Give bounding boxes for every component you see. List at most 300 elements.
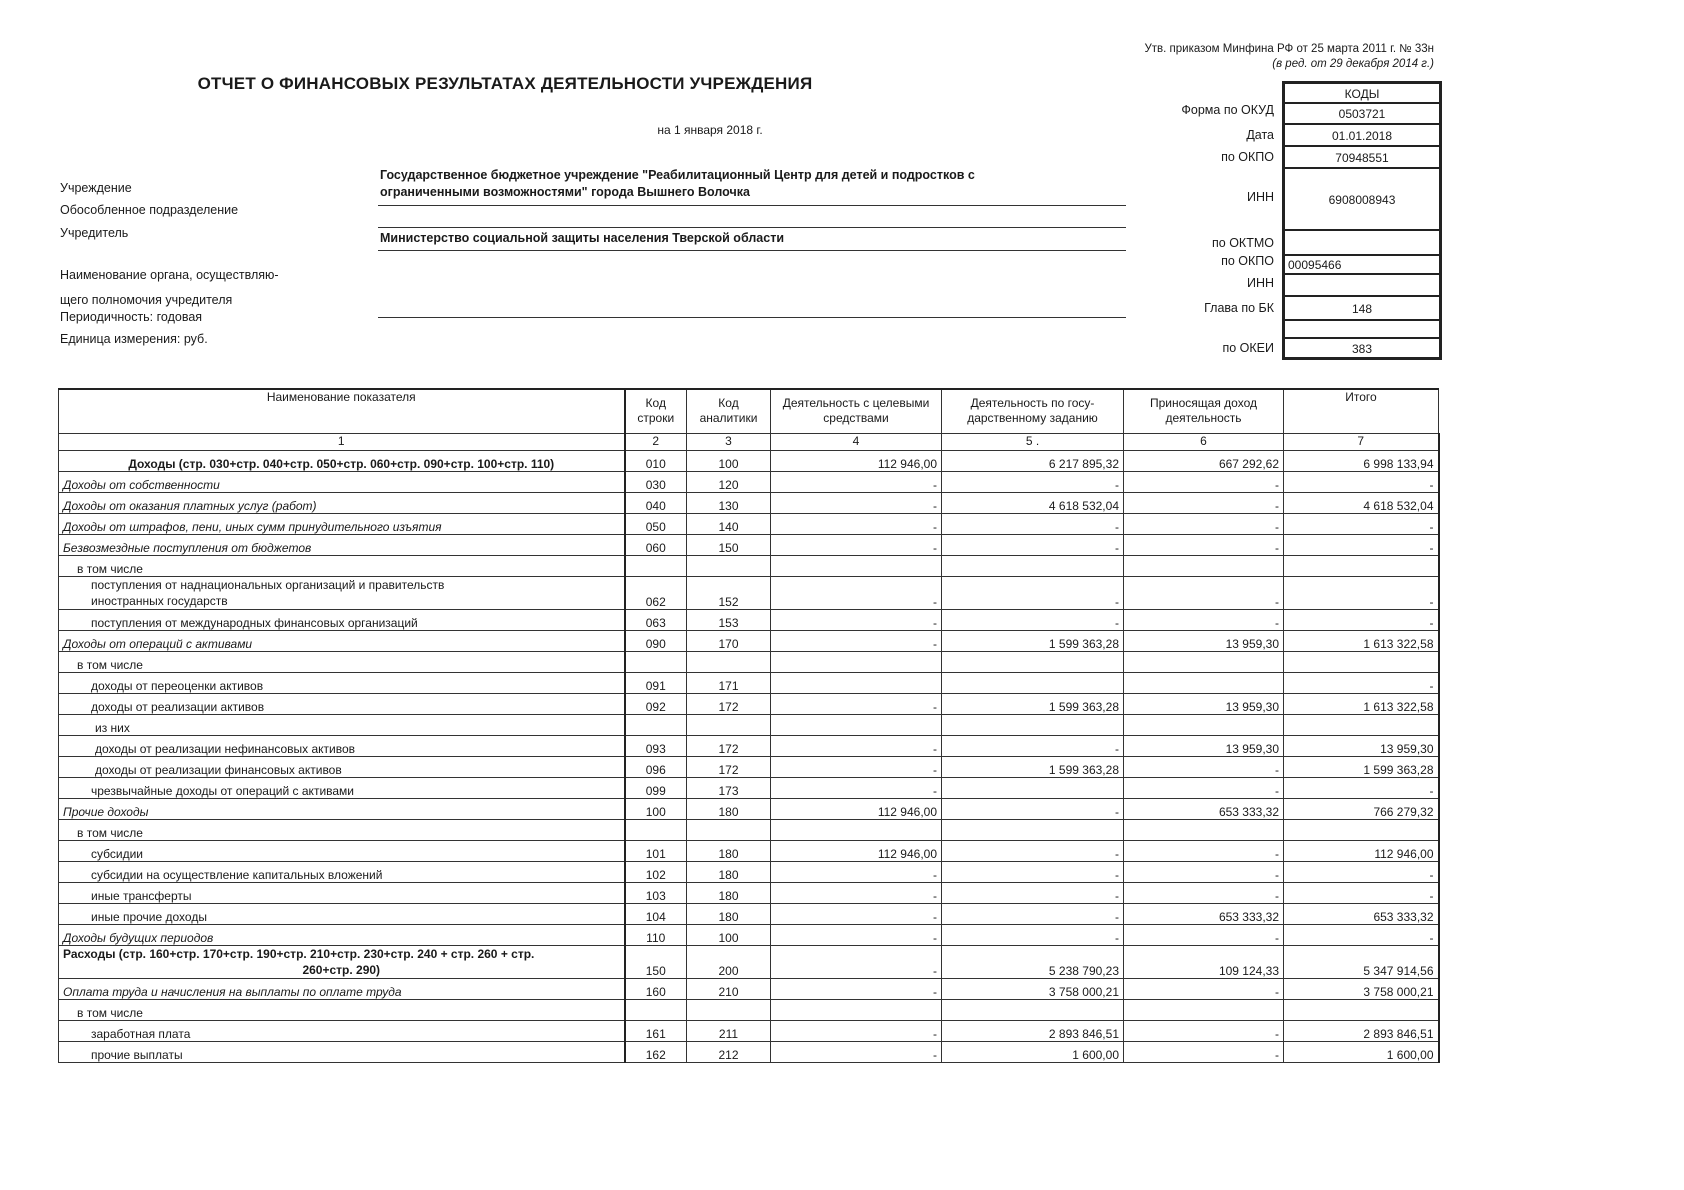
row-total — [1284, 714, 1439, 735]
codes-header: КОДЫ — [1284, 83, 1440, 103]
row-total: - — [1284, 882, 1439, 903]
row-state-assignment — [942, 672, 1124, 693]
blank-code-value — [1284, 320, 1440, 338]
label-authority-2: щего полномочия учредителя — [60, 293, 233, 307]
row-analytics-code: 152 — [687, 576, 771, 609]
row-state-assignment: 2 893 846,51 — [942, 1020, 1124, 1041]
row-total: 3 758 000,21 — [1284, 978, 1439, 999]
institution-name — [380, 167, 975, 201]
authority-underline — [378, 317, 1126, 318]
row-state-assignment: - — [942, 576, 1124, 609]
row-income-activity: 667 292,62 — [1124, 450, 1284, 471]
row-name — [59, 903, 625, 924]
row-target-funds: - — [771, 903, 942, 924]
row-name — [59, 924, 625, 945]
row-analytics-code: 211 — [687, 1020, 771, 1041]
row-state-assignment: - — [942, 924, 1124, 945]
row-income-activity: 13 959,30 — [1124, 735, 1284, 756]
row-target-funds: 112 946,00 — [771, 798, 942, 819]
row-analytics-code: 172 — [687, 693, 771, 714]
row-state-assignment: 1 600,00 — [942, 1041, 1124, 1062]
inn2-value — [1284, 274, 1440, 296]
row-total: - — [1284, 672, 1439, 693]
row-analytics-code: 200 — [687, 945, 771, 978]
row-name-line-1: заработная плата — [91, 1026, 191, 1041]
row-name-line-1: Доходы от собственности — [63, 477, 220, 492]
table-row — [59, 1020, 1439, 1041]
row-line-code — [625, 555, 687, 576]
row-target-funds: - — [771, 513, 942, 534]
row-analytics-code: 172 — [687, 735, 771, 756]
row-line-code: 060 — [625, 534, 687, 555]
row-state-assignment — [942, 714, 1124, 735]
row-name — [59, 471, 625, 492]
row-total: 6 998 133,94 — [1284, 450, 1439, 471]
row-total: 653 333,32 — [1284, 903, 1439, 924]
row-state-assignment: - — [942, 534, 1124, 555]
row-state-assignment — [942, 651, 1124, 672]
row-target-funds: - — [771, 609, 942, 630]
row-line-code: 150 — [625, 945, 687, 978]
row-income-activity — [1124, 714, 1284, 735]
okud-label: Форма по ОКУД — [1181, 103, 1274, 117]
row-line-code: 030 — [625, 471, 687, 492]
row-income-activity: 13 959,30 — [1124, 693, 1284, 714]
row-name-line-1: Оплата труда и начисления на выплаты по оплате труда — [63, 984, 402, 999]
row-line-code: 101 — [625, 840, 687, 861]
table-row — [59, 534, 1439, 555]
row-name-line-1: Доходы будущих периодов — [63, 930, 214, 945]
row-name — [59, 492, 625, 513]
row-line-code: 063 — [625, 609, 687, 630]
row-analytics-code: 100 — [687, 450, 771, 471]
row-target-funds: - — [771, 492, 942, 513]
row-analytics-code: 150 — [687, 534, 771, 555]
row-state-assignment: - — [942, 513, 1124, 534]
row-name — [59, 945, 625, 978]
row-income-activity: 653 333,32 — [1124, 798, 1284, 819]
row-state-assignment: - — [942, 471, 1124, 492]
row-target-funds — [771, 819, 942, 840]
row-line-code: 040 — [625, 492, 687, 513]
header-line-code: Код строки — [625, 389, 687, 433]
row-line-code: 010 — [625, 450, 687, 471]
inn2-label: ИНН — [1246, 276, 1274, 290]
row-income-activity: - — [1124, 513, 1284, 534]
row-target-funds — [771, 999, 942, 1020]
row-name — [59, 1041, 625, 1062]
row-name — [59, 978, 625, 999]
row-income-activity — [1124, 555, 1284, 576]
table-row — [59, 798, 1439, 819]
row-name-line-1: в том числе — [77, 657, 143, 672]
row-name-line-1: субсидии на осуществление капитальных вложений — [91, 867, 383, 882]
table-row — [59, 471, 1439, 492]
col-number-3: 3 — [687, 433, 771, 450]
row-analytics-code: 180 — [687, 903, 771, 924]
row-name-line-1: доходы от реализации финансовых активов — [95, 762, 342, 777]
row-income-activity: - — [1124, 756, 1284, 777]
row-income-activity: - — [1124, 576, 1284, 609]
row-line-code — [625, 819, 687, 840]
row-line-code: 090 — [625, 630, 687, 651]
col-number-6: 6 — [1124, 433, 1284, 450]
row-state-assignment: - — [942, 735, 1124, 756]
founder-underline — [378, 250, 1126, 251]
row-analytics-code: 212 — [687, 1041, 771, 1062]
table-row — [59, 714, 1439, 735]
founder-name: Министерство социальной защиты населения Тверской области — [380, 231, 785, 245]
label-institution: Учреждение — [60, 181, 132, 195]
row-name-line-1: субсидии — [91, 846, 143, 861]
glava-label: Глава по БК — [1204, 301, 1274, 315]
okpo-value: 70948551 — [1284, 146, 1440, 168]
row-analytics-code: 172 — [687, 756, 771, 777]
date-value: 01.01.2018 — [1284, 124, 1440, 146]
row-analytics-code: 180 — [687, 861, 771, 882]
financial-results-table — [58, 388, 1440, 1063]
row-line-code: 062 — [625, 576, 687, 609]
row-target-funds: - — [771, 945, 942, 978]
row-analytics-code: 180 — [687, 882, 771, 903]
row-income-activity: - — [1124, 978, 1284, 999]
table-row — [59, 513, 1439, 534]
row-target-funds: - — [771, 861, 942, 882]
table-row — [59, 450, 1439, 471]
row-name-line-1: в том числе — [77, 561, 143, 576]
row-name-line-1: прочие выплаты — [91, 1047, 183, 1062]
okpo-label: по ОКПО — [1221, 150, 1274, 164]
row-line-code: 100 — [625, 798, 687, 819]
row-name — [59, 999, 625, 1020]
label-periodicity: Периодичность: годовая — [60, 310, 203, 324]
row-income-activity: 13 959,30 — [1124, 630, 1284, 651]
row-income-activity: - — [1124, 777, 1284, 798]
col-number-1: 1 — [59, 433, 625, 450]
table-row — [59, 978, 1439, 999]
row-total — [1284, 999, 1439, 1020]
row-name — [59, 450, 625, 471]
row-analytics-code: 210 — [687, 978, 771, 999]
row-analytics-code: 171 — [687, 672, 771, 693]
inn-value: 6908008943 — [1284, 168, 1440, 230]
row-state-assignment: - — [942, 609, 1124, 630]
row-state-assignment — [942, 999, 1124, 1020]
row-analytics-code: 100 — [687, 924, 771, 945]
header-analytics-code: Код аналитики — [687, 389, 771, 433]
table-row — [59, 840, 1439, 861]
row-name — [59, 819, 625, 840]
row-name — [59, 576, 625, 609]
header-target-funds: Деятельность с целевыми средствами — [771, 389, 942, 433]
row-name-line-1: Доходы от штрафов, пени, иных сумм принудительного изъятия — [63, 519, 442, 534]
row-name-line-1: Расходы (стр. 160+стр. 170+стр. 190+стр. 210+стр. 230+стр. 240 + стр. 260 + стр. — [63, 946, 535, 961]
row-total — [1284, 555, 1439, 576]
row-total: 4 618 532,04 — [1284, 492, 1439, 513]
label-authority-1: Наименование органа, осуществляю- — [60, 268, 279, 282]
row-line-code: 099 — [625, 777, 687, 798]
row-name — [59, 882, 625, 903]
row-name-line-1: поступления от международных финансовых организаций — [91, 615, 418, 630]
row-income-activity: - — [1124, 882, 1284, 903]
row-target-funds: - — [771, 978, 942, 999]
col-number-5: 5 . — [942, 433, 1124, 450]
row-name — [59, 735, 625, 756]
row-line-code — [625, 651, 687, 672]
approval-line-2: (в ред. от 29 декабря 2014 г.) — [1272, 58, 1434, 70]
row-name-line-1: иные трансферты — [91, 888, 192, 903]
row-target-funds: 112 946,00 — [771, 840, 942, 861]
label-founder: Учредитель — [60, 226, 129, 240]
okpo2-label: по ОКПО — [1221, 254, 1274, 268]
row-income-activity: - — [1124, 840, 1284, 861]
okpo2-value: 00095466 — [1284, 255, 1440, 274]
row-name-line-1: поступления от наднациональных организаций и правительств — [91, 577, 445, 592]
row-total: 1 599 363,28 — [1284, 756, 1439, 777]
row-target-funds: - — [771, 777, 942, 798]
row-income-activity: - — [1124, 534, 1284, 555]
table-row — [59, 651, 1439, 672]
row-name-line-1: в том числе — [77, 825, 143, 840]
row-name — [59, 861, 625, 882]
table-row — [59, 672, 1439, 693]
row-line-code: 110 — [625, 924, 687, 945]
row-name — [59, 513, 625, 534]
institution-name-line-2: ограниченными возможностями" города Вышнего Волочка — [380, 185, 750, 199]
table-row — [59, 882, 1439, 903]
row-line-code: 092 — [625, 693, 687, 714]
row-name — [59, 777, 625, 798]
row-line-code: 093 — [625, 735, 687, 756]
date-label: Дата — [1246, 128, 1274, 142]
row-total: 1 600,00 — [1284, 1041, 1439, 1062]
row-analytics-code: 180 — [687, 840, 771, 861]
row-analytics-code: 140 — [687, 513, 771, 534]
row-target-funds — [771, 651, 942, 672]
row-target-funds — [771, 714, 942, 735]
row-income-activity: - — [1124, 1020, 1284, 1041]
row-target-funds: - — [771, 630, 942, 651]
row-target-funds — [771, 672, 942, 693]
row-total: - — [1284, 861, 1439, 882]
row-state-assignment: - — [942, 861, 1124, 882]
row-target-funds: - — [771, 534, 942, 555]
row-state-assignment — [942, 777, 1124, 798]
row-state-assignment: 1 599 363,28 — [942, 756, 1124, 777]
header-total: Итого — [1284, 389, 1439, 433]
row-analytics-code — [687, 651, 771, 672]
row-analytics-code: 120 — [687, 471, 771, 492]
row-income-activity: - — [1124, 471, 1284, 492]
table-row — [59, 756, 1439, 777]
row-line-code: 050 — [625, 513, 687, 534]
oktmo-value — [1284, 230, 1440, 255]
table-row — [59, 555, 1439, 576]
row-name-line-1: из них — [95, 720, 130, 735]
subdivision-underline — [378, 227, 1126, 228]
row-target-funds: - — [771, 1041, 942, 1062]
row-name-line-1: в том числе — [77, 1005, 143, 1020]
row-total: - — [1284, 609, 1439, 630]
row-target-funds: - — [771, 693, 942, 714]
table-row — [59, 924, 1439, 945]
row-total: 766 279,32 — [1284, 798, 1439, 819]
row-total: 1 613 322,58 — [1284, 693, 1439, 714]
row-line-code: 162 — [625, 1041, 687, 1062]
row-income-activity: - — [1124, 924, 1284, 945]
glava-value: 148 — [1284, 296, 1440, 320]
row-name-line-1: чрезвычайные доходы от операций с активами — [91, 783, 355, 798]
table-row — [59, 777, 1439, 798]
row-income-activity: - — [1124, 492, 1284, 513]
okud-value: 0503721 — [1284, 103, 1440, 124]
row-income-activity: 109 124,33 — [1124, 945, 1284, 978]
row-target-funds: - — [771, 924, 942, 945]
header-income-activity: Приносящая доход деятельность — [1124, 389, 1284, 433]
row-name — [59, 672, 625, 693]
row-analytics-code — [687, 999, 771, 1020]
row-line-code — [625, 999, 687, 1020]
row-analytics-code: 170 — [687, 630, 771, 651]
row-name — [59, 630, 625, 651]
row-state-assignment: - — [942, 798, 1124, 819]
row-income-activity: - — [1124, 1041, 1284, 1062]
col-number-4: 4 — [771, 433, 942, 450]
table-row — [59, 693, 1439, 714]
row-state-assignment: 4 618 532,04 — [942, 492, 1124, 513]
row-name — [59, 1020, 625, 1041]
row-name-line-1: Безвозмездные поступления от бюджетов — [63, 540, 312, 555]
row-income-activity — [1124, 651, 1284, 672]
row-target-funds: - — [771, 735, 942, 756]
row-state-assignment — [942, 555, 1124, 576]
row-total: 2 893 846,51 — [1284, 1020, 1439, 1041]
table-row — [59, 630, 1439, 651]
header-state-assignment: Деятельность по госу-дарственному заданию — [942, 389, 1124, 433]
row-line-code: 102 — [625, 861, 687, 882]
row-name-line-2: 260+стр. 290) — [302, 962, 381, 977]
row-name-line-1: Прочие доходы — [63, 804, 149, 819]
label-subdivision: Обособленное подразделение — [60, 203, 239, 217]
row-name — [59, 609, 625, 630]
row-state-assignment: - — [942, 882, 1124, 903]
table-row — [59, 861, 1439, 882]
row-state-assignment: 5 238 790,23 — [942, 945, 1124, 978]
row-name-line-1: Доходы (стр. 030+стр. 040+стр. 050+стр. 060+стр. 090+стр. 100+стр. 110) — [128, 456, 555, 471]
row-total: 1 613 322,58 — [1284, 630, 1439, 651]
row-target-funds: - — [771, 882, 942, 903]
row-line-code: 160 — [625, 978, 687, 999]
row-target-funds: - — [771, 471, 942, 492]
row-target-funds: - — [771, 576, 942, 609]
row-name — [59, 651, 625, 672]
row-income-activity: - — [1124, 609, 1284, 630]
row-line-code: 096 — [625, 756, 687, 777]
institution-underline — [378, 205, 1126, 206]
row-total: - — [1284, 471, 1439, 492]
okei-value: 383 — [1284, 338, 1440, 358]
table-row — [59, 735, 1439, 756]
approval-note — [1144, 42, 1434, 72]
row-state-assignment — [942, 819, 1124, 840]
report-date: на 1 января 2018 г. — [657, 123, 763, 137]
row-total: - — [1284, 534, 1439, 555]
row-name — [59, 756, 625, 777]
row-total: - — [1284, 513, 1439, 534]
row-state-assignment: - — [942, 903, 1124, 924]
row-total: 5 347 914,56 — [1284, 945, 1439, 978]
row-state-assignment: - — [942, 840, 1124, 861]
row-income-activity: - — [1124, 861, 1284, 882]
row-line-code — [625, 714, 687, 735]
inn-label: ИНН — [1246, 190, 1274, 204]
row-income-activity: 653 333,32 — [1124, 903, 1284, 924]
row-state-assignment: 1 599 363,28 — [942, 693, 1124, 714]
row-target-funds: 112 946,00 — [771, 450, 942, 471]
row-name — [59, 534, 625, 555]
row-name — [59, 840, 625, 861]
row-name-line-1: Доходы от оказания платных услуг (работ) — [63, 498, 317, 513]
row-line-code: 091 — [625, 672, 687, 693]
institution-name-line-1: Государственное бюджетное учреждение "Реабилитационный Центр для детей и подростков с — [380, 168, 975, 182]
table-row — [59, 492, 1439, 513]
table-row — [59, 903, 1439, 924]
row-total: - — [1284, 576, 1439, 609]
oktmo-label: по ОКТМО — [1212, 236, 1274, 250]
row-name-line-1: доходы от переоценки активов — [91, 678, 264, 693]
row-total: 112 946,00 — [1284, 840, 1439, 861]
row-name-line-1: Доходы от операций с активами — [63, 636, 253, 651]
label-unit: Единица измерения: руб. — [60, 332, 208, 346]
row-analytics-code: 173 — [687, 777, 771, 798]
row-income-activity — [1124, 819, 1284, 840]
row-total: - — [1284, 924, 1439, 945]
row-target-funds: - — [771, 756, 942, 777]
row-name — [59, 693, 625, 714]
row-state-assignment: 1 599 363,28 — [942, 630, 1124, 651]
header-name: Наименование показателя — [59, 389, 625, 433]
row-name — [59, 714, 625, 735]
table-row — [59, 945, 1439, 978]
table-row — [59, 609, 1439, 630]
row-target-funds: - — [771, 1020, 942, 1041]
row-total: - — [1284, 777, 1439, 798]
row-target-funds — [771, 555, 942, 576]
table-row — [59, 999, 1439, 1020]
okei-label: по ОКЕИ — [1222, 341, 1274, 355]
col-number-7: 7 — [1284, 433, 1439, 450]
row-analytics-code — [687, 555, 771, 576]
row-income-activity — [1124, 999, 1284, 1020]
row-name-line-1: доходы от реализации нефинансовых активов — [95, 741, 356, 756]
table-row — [59, 576, 1439, 609]
row-analytics-code: 180 — [687, 798, 771, 819]
table-row — [59, 819, 1439, 840]
row-analytics-code: 130 — [687, 492, 771, 513]
row-name — [59, 798, 625, 819]
col-number-2: 2 — [625, 433, 687, 450]
row-name-line-1: доходы от реализации активов — [91, 699, 265, 714]
row-total: 13 959,30 — [1284, 735, 1439, 756]
row-state-assignment: 3 758 000,21 — [942, 978, 1124, 999]
table-row — [59, 1041, 1439, 1062]
row-name-line-1: иные прочие доходы — [91, 909, 207, 924]
row-state-assignment: 6 217 895,32 — [942, 450, 1124, 471]
report-title: ОТЧЕТ О ФИНАНСОВЫХ РЕЗУЛЬТАТАХ ДЕЯТЕЛЬНОСТИ УЧРЕЖДЕНИЯ — [197, 74, 813, 93]
row-line-code: 161 — [625, 1020, 687, 1041]
row-analytics-code: 153 — [687, 609, 771, 630]
row-name — [59, 555, 625, 576]
